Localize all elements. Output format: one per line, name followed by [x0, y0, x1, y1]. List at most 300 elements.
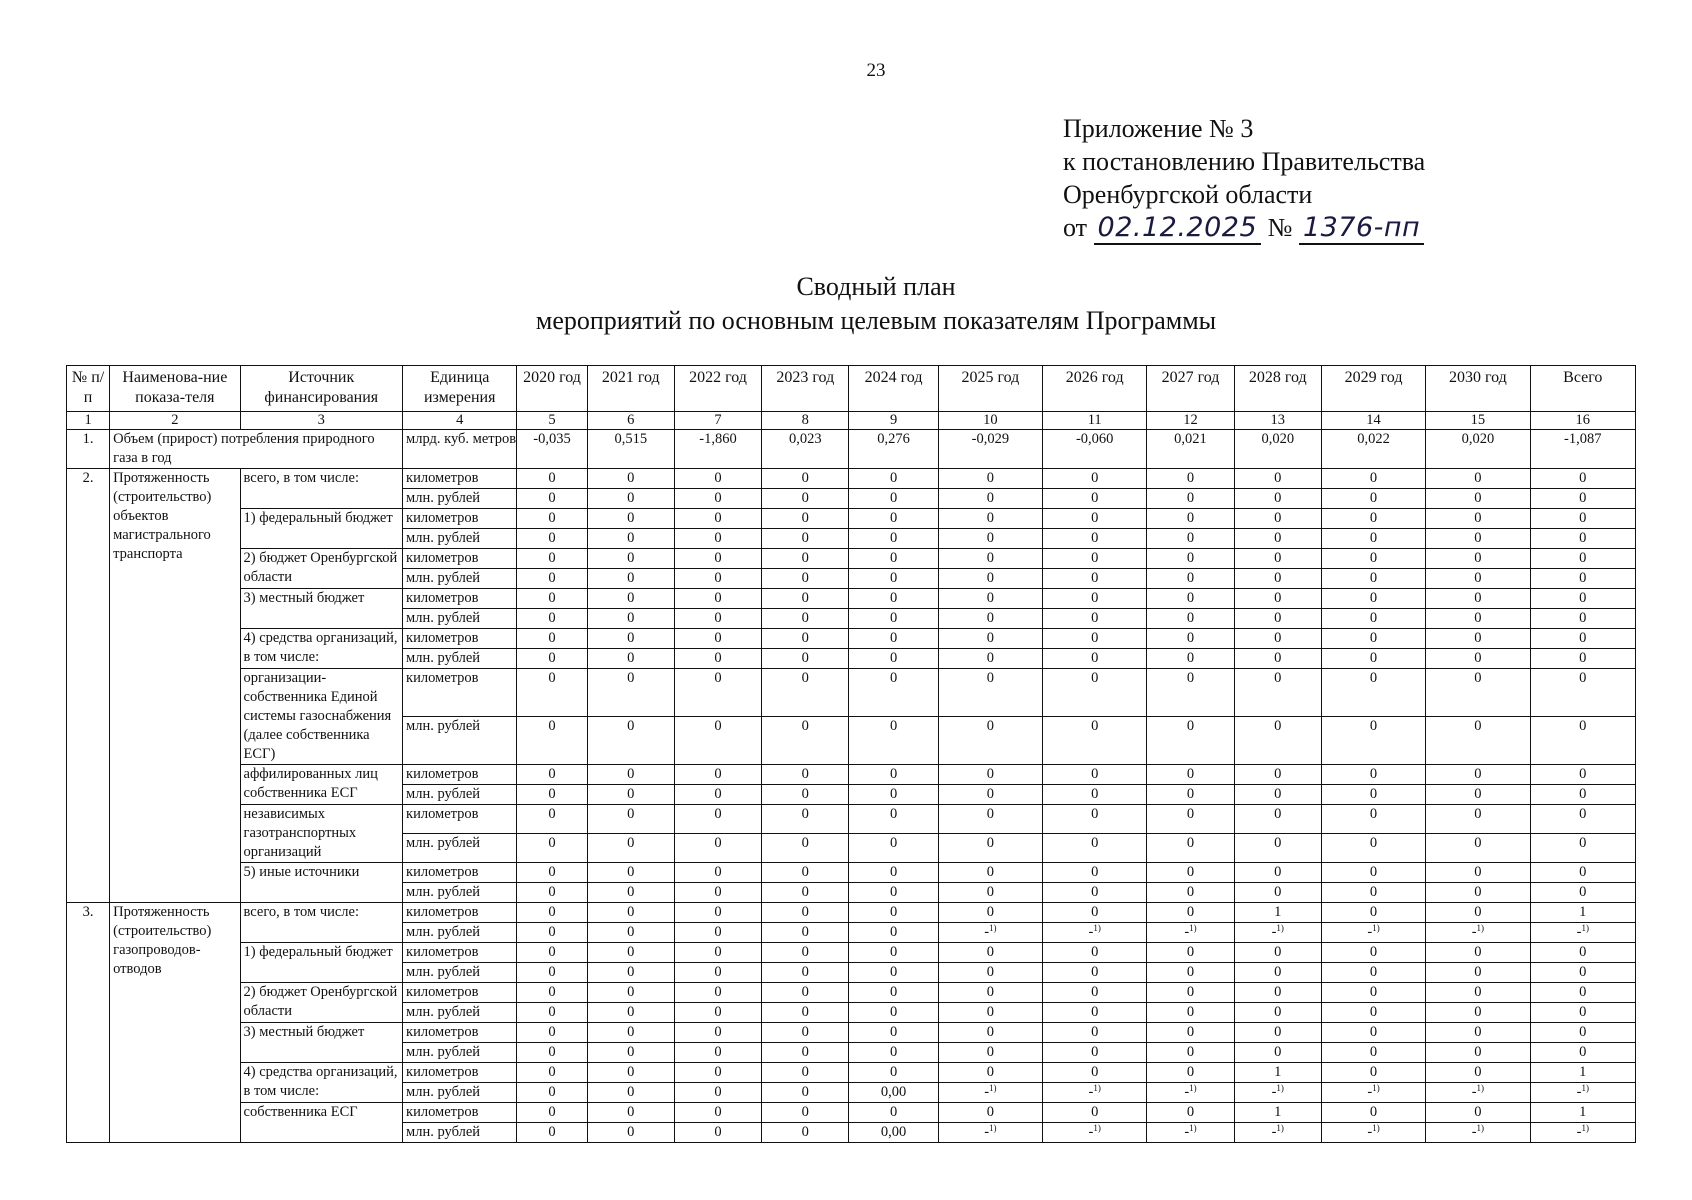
column-header-9: 2024 год — [849, 366, 938, 412]
value-cell: 0 — [1043, 509, 1147, 529]
value-cell: 0,023 — [762, 430, 849, 469]
value-cell: 0 — [762, 609, 849, 629]
value-cell: 0 — [587, 765, 674, 785]
value-cell: 0 — [1426, 529, 1530, 549]
header-row — [67, 366, 1636, 412]
value-cell: 0 — [1147, 963, 1234, 983]
value-cell: 0 — [1530, 1043, 1635, 1063]
value-cell: 0 — [1043, 805, 1147, 834]
column-header-1: № п/п — [67, 366, 110, 412]
value-cell: 0 — [1234, 883, 1321, 903]
value-cell: 0 — [1321, 1023, 1425, 1043]
value-cell: 0 — [1234, 1003, 1321, 1023]
value-cell: 0 — [1321, 903, 1425, 923]
footnote-mark: 1) — [1476, 1123, 1485, 1133]
value-cell: 0 — [938, 983, 1042, 1003]
value-cell: 0 — [1043, 1043, 1147, 1063]
value-cell: 0 — [1234, 529, 1321, 549]
value-cell: 0 — [849, 529, 938, 549]
funding-source: 2) бюджет Оренбургской области — [240, 983, 403, 1023]
value-cell: 0 — [1530, 805, 1635, 834]
value-cell: 0 — [517, 717, 587, 765]
column-number: 9 — [849, 412, 938, 430]
unit-cell: млн. рублей — [403, 923, 517, 943]
value-cell: 0 — [674, 589, 761, 609]
handwritten-number: 1376-пп — [1299, 212, 1424, 245]
value-cell: 0 — [674, 903, 761, 923]
value-cell: 0 — [1321, 1103, 1425, 1123]
column-header-6: 2021 год — [587, 366, 674, 412]
value-cell: 0 — [938, 649, 1042, 669]
funding-source: всего, в том числе: — [240, 903, 403, 943]
unit-cell: километров — [403, 943, 517, 963]
value-cell: 0 — [587, 549, 674, 569]
value-cell: 0 — [849, 629, 938, 649]
value-cell: 0 — [1321, 589, 1425, 609]
footnote-mark: 1) — [1372, 1123, 1380, 1133]
value-cell: 0 — [1530, 983, 1635, 1003]
value-cell: 0 — [674, 983, 761, 1003]
value-cell: 0 — [587, 629, 674, 649]
column-number: 5 — [517, 412, 587, 430]
value-cell: 0 — [938, 805, 1042, 834]
value-cell: 0 — [1043, 1063, 1147, 1083]
value-cell: 0 — [587, 609, 674, 629]
value-cell: 0 — [849, 669, 938, 717]
unit-cell: млрд. куб. метров — [403, 430, 517, 469]
value-cell: 0 — [762, 1003, 849, 1023]
footnote-mark: 1) — [989, 1123, 997, 1133]
table-row — [67, 629, 1636, 649]
value-cell: 0 — [517, 765, 587, 785]
value-cell: 0 — [1043, 1003, 1147, 1023]
value-cell: 0 — [517, 785, 587, 805]
value-cell: 0 — [674, 1123, 761, 1143]
value-cell: 0 — [674, 489, 761, 509]
value-cell: 0 — [674, 963, 761, 983]
value-cell: 0 — [517, 1023, 587, 1043]
value-cell: 0 — [1234, 717, 1321, 765]
value-cell: 0 — [1426, 983, 1530, 1003]
value-cell: 0 — [849, 765, 938, 785]
value-cell: 0 — [1426, 1003, 1530, 1023]
value-cell: 0 — [1234, 983, 1321, 1003]
value-cell: 0 — [849, 569, 938, 589]
unit-cell: километров — [403, 765, 517, 785]
indicator-name: Объем (прирост) потребления природного газа в год — [110, 430, 403, 469]
column-number: 8 — [762, 412, 849, 430]
value-cell: 0 — [849, 589, 938, 609]
value-cell: 0 — [762, 943, 849, 963]
value-cell: 0 — [1147, 669, 1234, 717]
value-cell: 0 — [1147, 785, 1234, 805]
unit-cell: километров — [403, 669, 517, 717]
table-row — [67, 805, 1636, 834]
value-cell: 0 — [587, 1003, 674, 1023]
value-cell: 0 — [674, 569, 761, 589]
column-number: 2 — [110, 412, 240, 430]
funding-source: 4) средства организаций, в том числе: — [240, 1063, 403, 1103]
value-cell: 1 — [1530, 1063, 1635, 1083]
table-row — [67, 509, 1636, 529]
value-cell: 0 — [517, 983, 587, 1003]
value-cell: 0 — [1530, 717, 1635, 765]
value-cell: 0 — [674, 883, 761, 903]
value-cell: 0 — [762, 903, 849, 923]
unit-cell: млн. рублей — [403, 649, 517, 669]
value-cell: 0 — [938, 963, 1042, 983]
value-cell: 0 — [674, 649, 761, 669]
value-cell: -$^{1)}$ — [1147, 1083, 1234, 1103]
value-cell: 1 — [1530, 1103, 1635, 1123]
document-title — [0, 270, 1692, 338]
value-cell: -$^{1)}$ — [1530, 1083, 1635, 1103]
value-cell: 0 — [1234, 863, 1321, 883]
value-cell: 0 — [1530, 529, 1635, 549]
value-cell: 0 — [674, 529, 761, 549]
value-cell: 0 — [1043, 717, 1147, 765]
value-cell: 0 — [1234, 834, 1321, 863]
value-cell: 0 — [1321, 1063, 1425, 1083]
table-row — [67, 669, 1636, 717]
value-cell: 0 — [1043, 609, 1147, 629]
value-cell: 0 — [849, 509, 938, 529]
value-cell: 0 — [674, 509, 761, 529]
unit-cell: километров — [403, 903, 517, 923]
value-cell: 0 — [1426, 1103, 1530, 1123]
value-cell: 0 — [517, 1043, 587, 1063]
value-cell: -$^{1)}$ — [938, 1123, 1042, 1143]
value-cell: 0 — [1147, 943, 1234, 963]
value-cell: 0 — [1043, 489, 1147, 509]
value-cell: 0 — [1043, 963, 1147, 983]
value-cell: 0 — [1043, 649, 1147, 669]
value-cell: 0 — [762, 923, 849, 943]
table-row — [67, 1103, 1636, 1123]
column-number: 16 — [1530, 412, 1635, 430]
footnote-mark: 1) — [1093, 1083, 1101, 1093]
value-cell: 0 — [1147, 805, 1234, 834]
value-cell: 0 — [1043, 785, 1147, 805]
handwritten-date: 02.12.2025 — [1094, 212, 1262, 245]
value-cell: 0 — [587, 1043, 674, 1063]
footnote-mark: 1) — [1581, 1123, 1589, 1133]
value-cell: 0 — [1147, 1063, 1234, 1083]
value-cell: 0,00 — [849, 1083, 938, 1103]
unit-cell: млн. рублей — [403, 1003, 517, 1023]
value-cell: -$^{1)}$ — [1043, 1083, 1147, 1103]
value-cell: 0 — [517, 943, 587, 963]
value-cell: 0 — [849, 1063, 938, 1083]
column-header-5: 2020 год — [517, 366, 587, 412]
value-cell: 0 — [1321, 883, 1425, 903]
value-cell: 0 — [587, 903, 674, 923]
column-number: 1 — [67, 412, 110, 430]
value-cell: 0 — [674, 1023, 761, 1043]
value-cell: 0 — [938, 509, 1042, 529]
value-cell: 0 — [1234, 549, 1321, 569]
column-header-8: 2023 год — [762, 366, 849, 412]
unit-cell: млн. рублей — [403, 489, 517, 509]
value-cell: 0,00 — [849, 1123, 938, 1143]
funding-source: собственника ЕСГ — [240, 1103, 403, 1143]
value-cell: 0 — [1234, 589, 1321, 609]
value-cell: 0 — [849, 549, 938, 569]
value-cell: 0 — [1530, 589, 1635, 609]
table-row — [67, 430, 1636, 469]
value-cell: 0 — [1530, 629, 1635, 649]
value-cell: 0 — [1426, 469, 1530, 489]
value-cell: 0 — [587, 1023, 674, 1043]
unit-cell: млн. рублей — [403, 1043, 517, 1063]
value-cell: 0 — [1530, 549, 1635, 569]
value-cell: -$^{1)}$ — [1147, 923, 1234, 943]
value-cell: 0 — [674, 469, 761, 489]
unit-cell: млн. рублей — [403, 963, 517, 983]
funding-source: независимых газотранспортных организаций — [240, 805, 403, 863]
value-cell: 0 — [1530, 489, 1635, 509]
value-cell: 0 — [1234, 805, 1321, 834]
value-cell: 0 — [587, 469, 674, 489]
table-row — [67, 983, 1636, 1003]
value-cell: 0 — [849, 1043, 938, 1063]
value-cell: 0 — [1321, 785, 1425, 805]
value-cell: 0 — [587, 649, 674, 669]
value-cell: 0 — [849, 469, 938, 489]
value-cell: 0 — [849, 805, 938, 834]
footnote-mark: 1) — [1581, 923, 1589, 933]
value-cell: 0 — [1147, 589, 1234, 609]
column-number: 6 — [587, 412, 674, 430]
value-cell: 0 — [1234, 1023, 1321, 1043]
value-cell: 0 — [674, 1043, 761, 1063]
value-cell: 0 — [517, 1003, 587, 1023]
value-cell: 0 — [762, 649, 849, 669]
column-number: 13 — [1234, 412, 1321, 430]
value-cell: 0 — [1530, 669, 1635, 717]
indicator-name: Протяженность (строительство) объектов магистрального транспорта — [110, 469, 240, 903]
value-cell: 0 — [1321, 943, 1425, 963]
footnote-mark: 1) — [1093, 923, 1101, 933]
funding-source: 1) федеральный бюджет — [240, 509, 403, 549]
value-cell: 0 — [674, 863, 761, 883]
value-cell: 0 — [938, 834, 1042, 863]
unit-cell: километров — [403, 1103, 517, 1123]
value-cell: 1 — [1530, 903, 1635, 923]
indicator-name: Протяженность (строительство) газопроводов-отводов — [110, 903, 240, 1143]
value-cell: 0 — [1043, 569, 1147, 589]
value-cell: 0 — [1530, 469, 1635, 489]
value-cell: 0 — [849, 1023, 938, 1043]
value-cell: 0 — [1147, 983, 1234, 1003]
value-cell: 0 — [938, 1063, 1042, 1083]
value-cell: 0 — [1147, 765, 1234, 785]
value-cell: 0 — [762, 509, 849, 529]
unit-cell: млн. рублей — [403, 717, 517, 765]
value-cell: 0 — [1426, 717, 1530, 765]
value-cell: 0 — [517, 649, 587, 669]
value-cell: 0 — [517, 963, 587, 983]
value-cell: 0 — [1321, 489, 1425, 509]
column-number: 11 — [1043, 412, 1147, 430]
value-cell: 0 — [674, 1003, 761, 1023]
value-cell: 0 — [762, 1103, 849, 1123]
value-cell: 0 — [762, 669, 849, 717]
value-cell: -$^{1)}$ — [1234, 1083, 1321, 1103]
value-cell: 0 — [1321, 834, 1425, 863]
value-cell: -$^{1)}$ — [1530, 1123, 1635, 1143]
value-cell: 0 — [517, 569, 587, 589]
date-prefix: от — [1063, 213, 1088, 242]
column-number: 14 — [1321, 412, 1425, 430]
value-cell: 0 — [938, 765, 1042, 785]
value-cell: 0 — [517, 629, 587, 649]
value-cell: 0 — [1321, 549, 1425, 569]
value-cell: 0 — [587, 509, 674, 529]
table-row — [67, 1023, 1636, 1043]
value-cell: 0 — [762, 469, 849, 489]
value-cell: 0 — [1426, 943, 1530, 963]
value-cell: 0 — [517, 489, 587, 509]
value-cell: 0 — [762, 805, 849, 834]
value-cell: 0 — [1147, 649, 1234, 669]
value-cell: 0 — [517, 669, 587, 717]
value-cell: 0 — [762, 569, 849, 589]
value-cell: 0 — [1043, 765, 1147, 785]
value-cell: -$^{1)}$ — [1321, 1123, 1425, 1143]
value-cell: 0 — [1043, 903, 1147, 923]
value-cell: 0 — [1530, 649, 1635, 669]
value-cell: 0 — [938, 903, 1042, 923]
value-cell: 0 — [587, 569, 674, 589]
footnote-mark: 1) — [1581, 1083, 1589, 1093]
value-cell: 0 — [849, 1003, 938, 1023]
footnote-mark: 1) — [1189, 1083, 1197, 1093]
value-cell: -1,087 — [1530, 430, 1635, 469]
column-header-4: Единица измерения — [403, 366, 517, 412]
value-cell: 0 — [762, 629, 849, 649]
value-cell: 0 — [1321, 669, 1425, 717]
value-cell: 0 — [1147, 863, 1234, 883]
value-cell: 0 — [1234, 785, 1321, 805]
value-cell: 0 — [587, 963, 674, 983]
column-number: 12 — [1147, 412, 1234, 430]
value-cell: 0 — [1043, 669, 1147, 717]
value-cell: 0 — [1321, 963, 1425, 983]
footnote-mark: 1) — [989, 1083, 997, 1093]
unit-cell: млн. рублей — [403, 1083, 517, 1103]
value-cell: 1 — [1234, 1063, 1321, 1083]
value-cell: 0 — [1234, 963, 1321, 983]
value-cell: 0 — [1426, 834, 1530, 863]
unit-cell: километров — [403, 589, 517, 609]
value-cell: 0 — [587, 983, 674, 1003]
value-cell: 0 — [762, 863, 849, 883]
value-cell: 0 — [762, 963, 849, 983]
value-cell: 0 — [1530, 863, 1635, 883]
value-cell: 0 — [762, 529, 849, 549]
value-cell: 0 — [1043, 943, 1147, 963]
value-cell: 0 — [762, 1043, 849, 1063]
value-cell: 0 — [587, 863, 674, 883]
unit-cell: млн. рублей — [403, 569, 517, 589]
value-cell: 0 — [1043, 1103, 1147, 1123]
funding-source: 1) федеральный бюджет — [240, 943, 403, 983]
value-cell: 0 — [849, 883, 938, 903]
value-cell: 0 — [849, 943, 938, 963]
value-cell: 0 — [1426, 669, 1530, 717]
number-prefix: № — [1267, 213, 1293, 242]
value-cell: 0 — [587, 883, 674, 903]
value-cell: 0 — [1426, 805, 1530, 834]
value-cell: 0 — [1530, 569, 1635, 589]
value-cell: 0 — [1147, 1103, 1234, 1123]
value-cell: 0 — [517, 805, 587, 834]
value-cell: 0 — [587, 923, 674, 943]
value-cell: 0 — [517, 589, 587, 609]
value-cell: 0 — [1321, 717, 1425, 765]
value-cell: 0 — [517, 469, 587, 489]
value-cell: 0 — [587, 1083, 674, 1103]
column-header-15: 2030 год — [1426, 366, 1530, 412]
value-cell: 0 — [1234, 765, 1321, 785]
value-cell: -$^{1)}$ — [938, 923, 1042, 943]
column-header-14: 2029 год — [1321, 366, 1425, 412]
value-cell: 0 — [1043, 863, 1147, 883]
column-header-7: 2022 год — [674, 366, 761, 412]
column-header-12: 2027 год — [1147, 366, 1234, 412]
value-cell: 0 — [1147, 629, 1234, 649]
funding-source: 3) местный бюджет — [240, 589, 403, 629]
value-cell: 0 — [1530, 943, 1635, 963]
value-cell: 0 — [587, 717, 674, 765]
value-cell: 0 — [1234, 943, 1321, 963]
value-cell: 0 — [1147, 717, 1234, 765]
column-header-2: Наименова-ние показа-теля — [110, 366, 240, 412]
column-header-16: Всего — [1530, 366, 1635, 412]
value-cell: 0 — [938, 1103, 1042, 1123]
value-cell: 0 — [1321, 629, 1425, 649]
unit-cell: километров — [403, 629, 517, 649]
value-cell: 0 — [1426, 863, 1530, 883]
footnote-mark: 1) — [1372, 923, 1380, 933]
unit-cell: километров — [403, 983, 517, 1003]
unit-cell: километров — [403, 1063, 517, 1083]
row-number: 2. — [67, 469, 110, 903]
value-cell: 0,276 — [849, 430, 938, 469]
value-cell: 0 — [938, 1043, 1042, 1063]
value-cell: 0 — [1426, 509, 1530, 529]
column-number: 4 — [403, 412, 517, 430]
column-number-row — [67, 412, 1636, 430]
row-number: 3. — [67, 903, 110, 1143]
appendix-line2: к постановлению Правительства — [1063, 147, 1426, 176]
footnote-mark: 1) — [1093, 1123, 1101, 1133]
column-header-11: 2026 год — [1043, 366, 1147, 412]
value-cell: 0 — [1426, 765, 1530, 785]
page-number: 23 — [866, 60, 886, 81]
value-cell: 0 — [1321, 983, 1425, 1003]
footnote-mark: 1) — [1476, 1083, 1485, 1093]
value-cell: 0 — [1426, 589, 1530, 609]
appendix-line1: Приложение № 3 — [1063, 114, 1254, 143]
value-cell: 0 — [938, 1023, 1042, 1043]
value-cell: 0 — [938, 785, 1042, 805]
value-cell: 0 — [1321, 863, 1425, 883]
value-cell: 0 — [1147, 569, 1234, 589]
value-cell: -0,029 — [938, 430, 1042, 469]
value-cell: 0 — [762, 1083, 849, 1103]
